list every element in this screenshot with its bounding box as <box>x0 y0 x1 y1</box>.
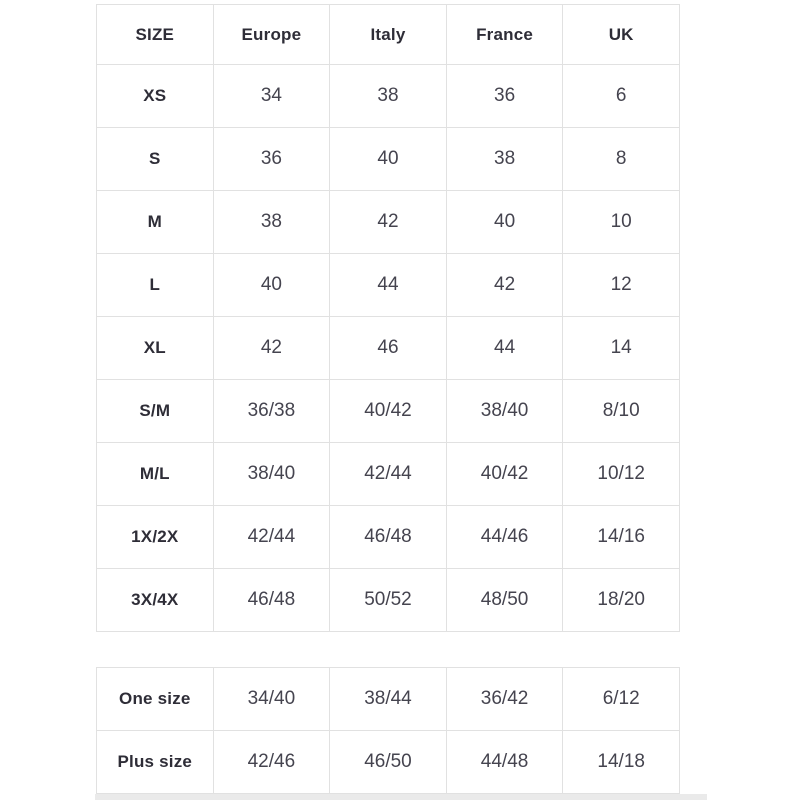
size-label-cell: One size <box>97 668 214 731</box>
size-value-cell: 36 <box>446 65 563 128</box>
size-value-cell: 36/38 <box>213 380 330 443</box>
size-value-cell: 40 <box>446 191 563 254</box>
size-value-cell: 42/46 <box>213 731 330 794</box>
table-row <box>97 254 680 317</box>
size-label-cell: XL <box>97 317 214 380</box>
column-header-france: France <box>446 5 563 65</box>
size-value-cell: 50/52 <box>330 569 447 632</box>
table-row <box>97 569 680 632</box>
size-value-cell: 8 <box>563 128 680 191</box>
size-value-cell: 44/48 <box>446 731 563 794</box>
column-header-uk: UK <box>563 5 680 65</box>
size-value-cell: 38/44 <box>330 668 447 731</box>
size-value-cell: 38/40 <box>446 380 563 443</box>
size-value-cell: 42 <box>213 317 330 380</box>
size-label-cell: S/M <box>97 380 214 443</box>
size-label-cell: 3X/4X <box>97 569 214 632</box>
column-header-size: SIZE <box>97 5 214 65</box>
size-value-cell: 44 <box>330 254 447 317</box>
size-value-cell: 34 <box>213 65 330 128</box>
size-label-cell: M <box>97 191 214 254</box>
size-value-cell: 36/42 <box>446 668 563 731</box>
size-value-cell: 40 <box>330 128 447 191</box>
table-row <box>97 668 680 731</box>
size-conversion-table <box>96 4 680 632</box>
size-value-cell: 42/44 <box>213 506 330 569</box>
size-value-cell: 34/40 <box>213 668 330 731</box>
size-label-cell: S <box>97 128 214 191</box>
size-label-cell: Plus size <box>97 731 214 794</box>
table-row <box>97 506 680 569</box>
size-conversion-table-body <box>97 65 680 632</box>
column-header-italy: Italy <box>330 5 447 65</box>
size-label-cell: XS <box>97 65 214 128</box>
size-value-cell: 6 <box>563 65 680 128</box>
size-value-cell: 42 <box>330 191 447 254</box>
size-value-cell: 12 <box>563 254 680 317</box>
size-value-cell: 46/50 <box>330 731 447 794</box>
size-value-cell: 40/42 <box>330 380 447 443</box>
size-value-cell: 38 <box>330 65 447 128</box>
size-value-cell: 38 <box>213 191 330 254</box>
size-label-cell: L <box>97 254 214 317</box>
size-value-cell: 6/12 <box>563 668 680 731</box>
size-value-cell: 36 <box>213 128 330 191</box>
table-row <box>97 128 680 191</box>
size-label-cell: M/L <box>97 443 214 506</box>
size-value-cell: 10/12 <box>563 443 680 506</box>
column-header-europe: Europe <box>213 5 330 65</box>
size-value-cell: 38/40 <box>213 443 330 506</box>
size-value-cell: 8/10 <box>563 380 680 443</box>
size-value-cell: 46 <box>330 317 447 380</box>
table-row <box>97 65 680 128</box>
size-value-cell: 44 <box>446 317 563 380</box>
table-row <box>97 191 680 254</box>
size-value-cell: 42 <box>446 254 563 317</box>
size-value-cell: 14/18 <box>563 731 680 794</box>
size-value-cell: 44/46 <box>446 506 563 569</box>
table-row <box>97 443 680 506</box>
special-sizes-table-body <box>97 668 680 794</box>
size-label-cell: 1X/2X <box>97 506 214 569</box>
size-value-cell: 46/48 <box>330 506 447 569</box>
header-row <box>97 5 680 65</box>
size-value-cell: 40 <box>213 254 330 317</box>
horizontal-scrollbar[interactable] <box>95 794 707 800</box>
table-row <box>97 380 680 443</box>
size-value-cell: 42/44 <box>330 443 447 506</box>
size-value-cell: 14 <box>563 317 680 380</box>
table-row <box>97 731 680 794</box>
size-value-cell: 48/50 <box>446 569 563 632</box>
size-value-cell: 14/16 <box>563 506 680 569</box>
size-value-cell: 46/48 <box>213 569 330 632</box>
size-value-cell: 10 <box>563 191 680 254</box>
size-value-cell: 38 <box>446 128 563 191</box>
size-value-cell: 40/42 <box>446 443 563 506</box>
table-row <box>97 317 680 380</box>
size-value-cell: 18/20 <box>563 569 680 632</box>
special-sizes-table <box>96 667 680 794</box>
